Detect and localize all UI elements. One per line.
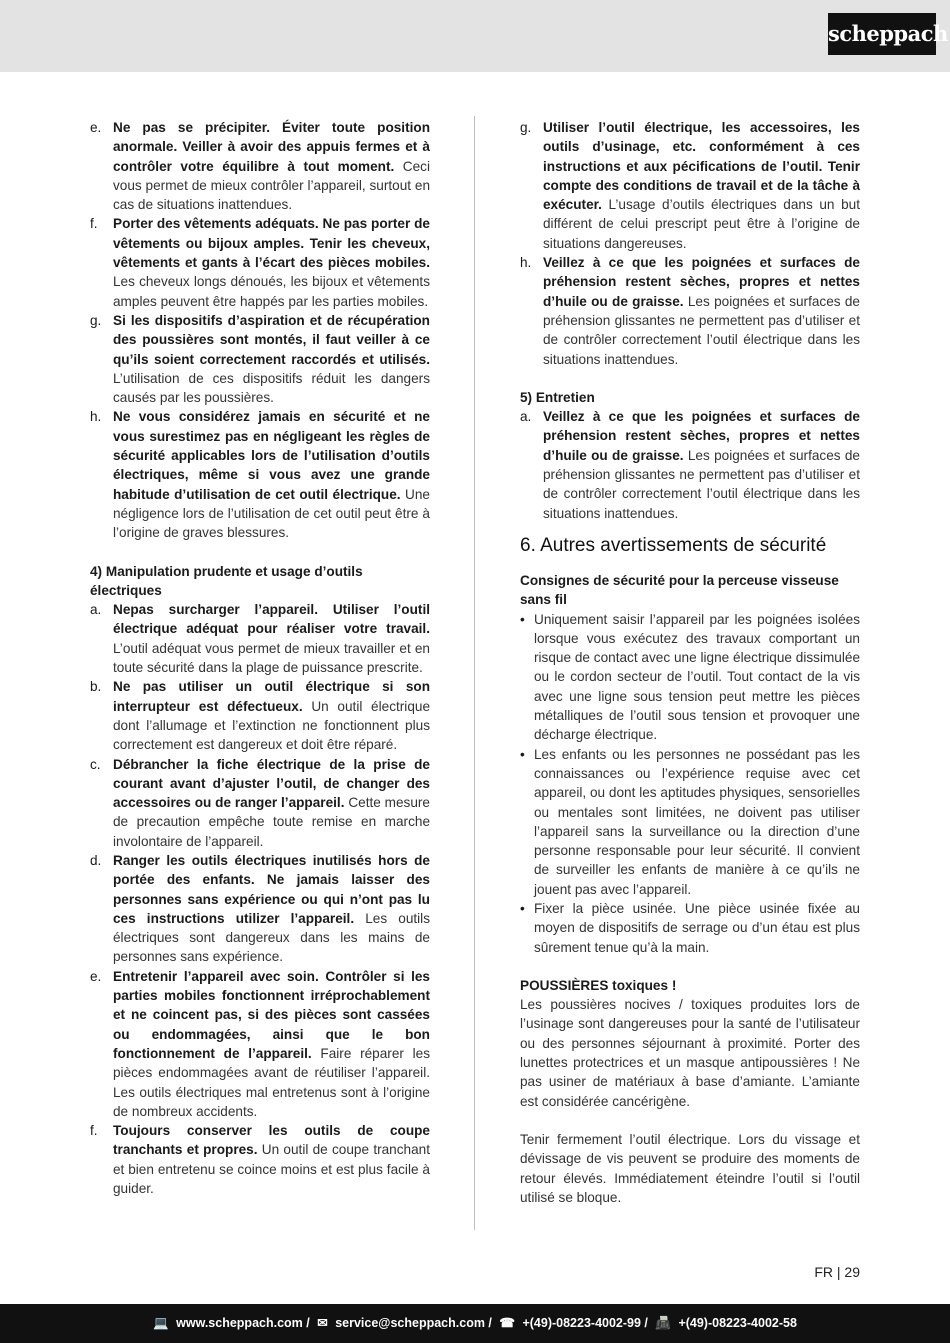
list-item [520,118,860,253]
list-item [90,407,430,542]
list-item [520,407,860,523]
item-label: e. [90,120,102,135]
footer-bar [0,1304,950,1343]
item-bold-text: Veillez à ce que les poignées et surfaces de préhension restent sèches, propres et nettes d’huile ou de graisse. [543,409,860,463]
bullet-text: Uniquement saisir l’appareil par les poignées isolées lorsque vous exécutez des travaux comportant un risque de contact avec une ligne électrique dissimulée ou le cordon secteur de l’outil. Tout contact de la vis avec une ligne sous tension peut mettre les pièces métalliques de l’outil sous tension et provoquer une décharge électrique. [534,611,860,743]
monitor-icon: 💻 [153,1316,169,1330]
phone-icon: ☎ [499,1316,515,1330]
item-normal-text: Les cheveux longs dénoués, les bijoux et vêtements amples peuvent être happés par les parties mobiles. [113,274,430,309]
item-normal-text: Cette mesure de precaution empêche toute remise en marche involontaire de l’appareil. [113,795,430,849]
item-normal-text: L’outil adéquat vous permet de mieux travailler et en toute sécurité dans la plage de puissance prescrite. [113,640,430,676]
footer-website[interactable]: www.scheppach.com / [176,1316,310,1330]
section-5-title: 5) Entretien [520,389,595,405]
item-label: c. [90,756,101,772]
dust-title: POUSSIÈRES toxiques ! [520,977,677,993]
bullet-item [520,610,860,745]
item-bold-text: Ranger les outils électriques inutilisés hors de portée des enfants. Ne jamais laisser des personnes sans expérience ou qui n’ont pas lu ces instructions utilizer l’appareil. [113,852,430,926]
list-item [90,967,430,1121]
item-label: h. [520,255,532,271]
fax-icon: 📠 [655,1316,671,1330]
mail-icon: ✉ [317,1316,328,1330]
item-normal-text: L’usage d’outils électriques dans un but différent de celui prescript peut être à l’origine de situations dangereuses. [543,197,860,251]
item-normal-text: Ceci vous permet de mieux contrôler l’appareil, surtout en cas de situations inattendues. [113,158,430,213]
list-item [90,214,430,310]
item-bold-text: Veillez à ce que les poignées et surfaces de préhension restent sèches, propres et nettes d’huile ou de graisse. [543,255,860,309]
item-normal-text: Les poignées et surfaces de préhension glissantes ne permettent pas d’utiliser et de contrôler correctement l’outil électrique dans les situations inattendues. [543,293,860,367]
item-label: a. [90,602,102,618]
item-bold-text: Si les dispositifs d’aspiration et de récupération des poussières sont montés, il faut veiller à ce qu’ils soient correctement raccordés et utilisés. [113,312,430,367]
item-normal-text: Faire réparer les pièces endommagées avant de réutiliser l’appareil. Les outils électriques mal entretenus sont à l’origine de nombreux accidents. [113,1045,431,1119]
item-normal-text: Un outil électrique dont l’allumage et l’extinction ne fonctionnent plus correctement est dangereux et doit être réparé. [113,698,431,753]
footer-email[interactable]: service@scheppach.com / [335,1316,492,1330]
page-number: FR | 29 [814,1264,860,1280]
list-item [90,755,430,851]
left-list-a [90,118,430,543]
left-list-b [90,600,430,1198]
item-normal-text: Une négligence lors de l’utilisation de cet outil peut être à l’origine de graves blessures. [113,486,430,541]
bullet-item [520,745,860,899]
bullet-dot: • [520,746,525,762]
item-bold-text: Toujours conserver les outils de coupe tranchants et propres. [113,1123,430,1158]
list-item [90,851,430,967]
list-item [90,118,430,214]
item-bold-text: Porter des vêtements adéquats. Ne pas porter de vêtements ou bijoux amples. Tenir les cheveux, vêtements et gants à l’écart des pièces mobiles. [113,216,430,271]
header-bar [0,0,950,72]
item-label: g. [520,120,532,135]
right-column [520,118,860,1207]
item-bold-text: Nepas surcharger l’appareil. Utiliser l’outil électrique adéquat pour réaliser votre travail. [113,602,430,637]
footer-phone: +(49)-08223-4002-99 / [522,1316,648,1330]
item-label: g. [90,312,102,328]
item-label: f. [90,1123,98,1139]
item-normal-text: Un outil de coupe tranchant et bien entretenu se coince moins et est plus facile à guider. [113,1142,430,1197]
safety-bullets [520,610,860,957]
section-4-title: 4) Manipulation prudente et usage d’outils électriques [90,563,363,598]
section-6-title: 6. Autres avertissements de sécurité [520,534,827,556]
bullet-item [520,899,860,957]
item-label: e. [90,968,102,984]
item-normal-text: Les poignées et surfaces de préhension glissantes ne permettent pas d’utiliser et de contrôler correctement l’outil électrique dans les situations inattendues. [543,447,860,521]
item-bold-text: Entretenir l’appareil avec soin. Contrôler si les parties mobiles fonctionnent irréprochablement et ne coincent pas, si des pièces sont cassées ou endommagées, ainsi que le bon fonctionnement de l’appareil. [113,968,430,1061]
item-label: b. [90,679,102,695]
column-divider [474,116,475,1230]
left-column [90,118,430,1198]
list-item [90,311,430,407]
item-label: f. [90,216,98,232]
item-bold-text: Utiliser l’outil électrique, les accessoires, les outils d’usinage, etc. conformément à ces instructions et aux pécifications de l’outil. Tenir compte des conditions de travail et de la tâche à exécuter. [543,120,860,213]
list-item [90,1121,430,1198]
hold-text: Tenir fermement l’outil électrique. Lors du vissage et dévissage de vis peuvent se produire des moments de retour élevés. Immédiatement éteindre l’outil si l’outil utilisé se bloque. [520,1131,860,1205]
list-item [520,253,860,369]
bullet-dot: • [520,900,525,916]
item-bold-text: Ne pas utiliser un outil électrique si son interrupteur est défectueux. [113,679,430,714]
item-normal-text: Les outils électriques sont dangereux dans les mains de personnes sans expérience. [113,910,430,965]
list-item [90,600,430,677]
right-list-b [520,407,860,523]
item-bold-text: Ne pas se précipiter. Éviter toute position anormale. Veiller à avoir des appuis fermes et à contrôler votre équilibre à tout moment. [113,120,430,174]
brand-logo: scheppach [828,13,936,55]
item-label: d. [90,852,102,868]
right-list-a [520,118,860,369]
item-bold-text: Ne vous considérez jamais en sécurité et ne vous surestimez pas en négligeant les règles de sécurité applicables lors de l’utilisation d’outils électriques, même si vous avez une grande habitude d’utilisation de cet outil électrique. [113,409,430,502]
bullet-text: Les enfants ou les personnes ne possédant pas les connaissances ou l’expérience requise avec cet appareil, ou dont les aptitudes physiques, sensorielles ou mentales sont limitées, ne doivent pas utiliser l’appareil sans la surveillance ou la direction d’une personne responsable pour leur sécurité. Il convient de surveiller les enfants de manière à ce qu’ils ne jouent pas avec l’appareil. [534,746,860,897]
bullet-text: Fixer la pièce usinée. Une pièce usinée fixée au moyen de dispositifs de serrage ou d’un étau est plus sûrement tenue qu’à la main. [534,900,860,955]
item-normal-text: L’utilisation de ces dispositifs réduit les dangers causés par les poussières. [113,370,430,406]
footer-fax: +(49)-08223-4002-58 [678,1316,797,1330]
item-bold-text: Débrancher la fiche électrique de la prise de courant avant d’ajuster l’outil, de changer des accessoires ou de ranger l’appareil. [113,756,430,811]
item-label: h. [90,409,102,425]
item-label: a. [520,409,532,425]
list-item [90,677,430,754]
dust-text: Les poussières nocives / toxiques produites lors de l’usinage sont dangereuses pour la santé de l’utilisateur ou des personnes séjournant à proximité. Porter des lunettes protectrices et un masque antipoussières ! Ne pas usiner de matériaux à base d’amiante. L’amiante est considérée cancérigène. [520,997,860,1109]
bullet-dot: • [520,611,525,627]
consignes-title: Consignes de sécurité pour la perceuse visseuse sans fil [520,572,839,608]
